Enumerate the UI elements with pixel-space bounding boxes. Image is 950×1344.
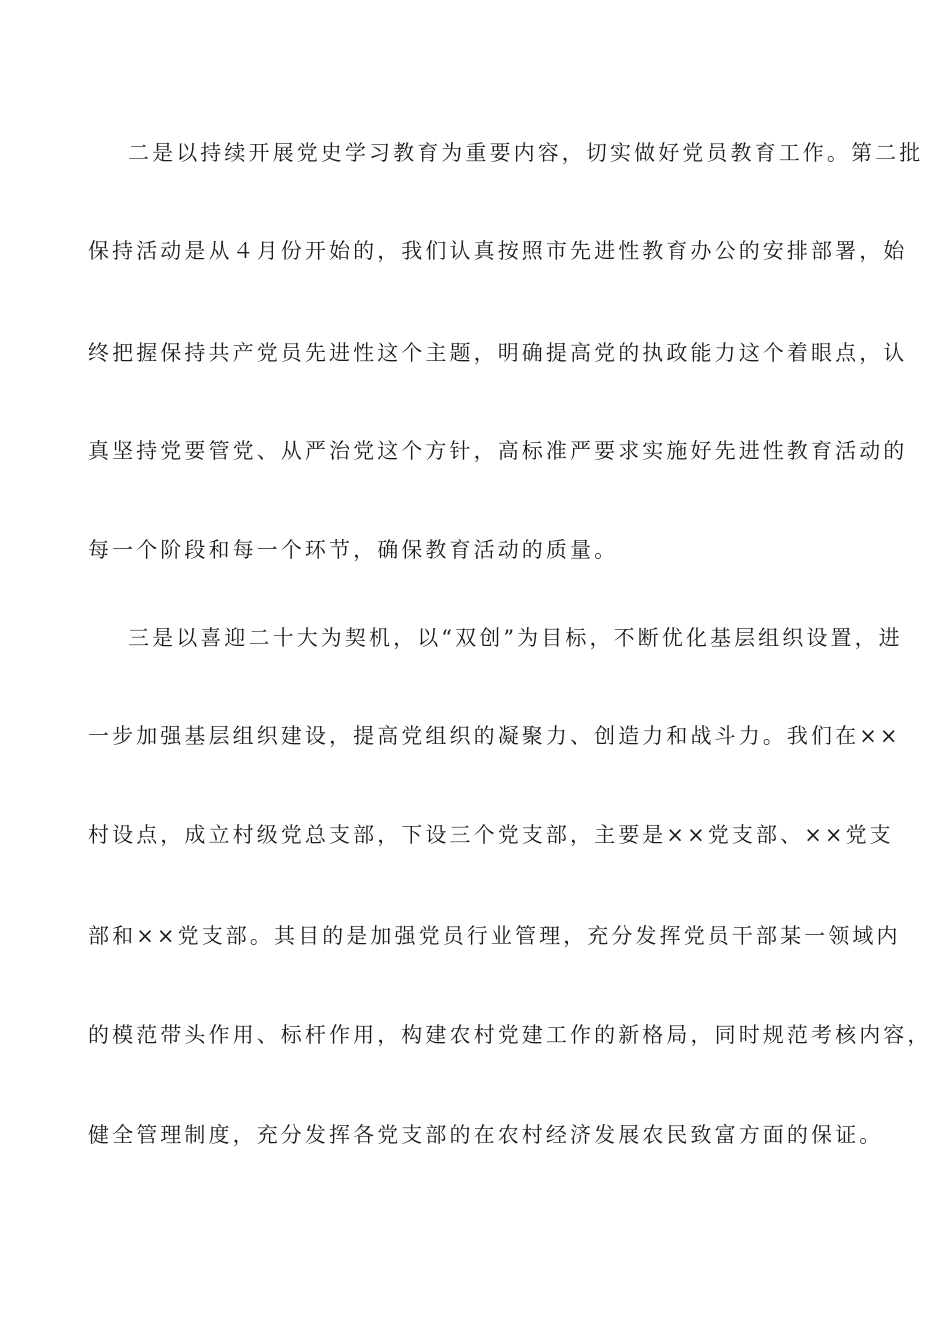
paragraph-1-line-3: 终把握保持共产党员先进性这个主题，明确提高党的执政能力这个着眼点，认 (88, 341, 908, 365)
paragraph-2-line-4: 部和××党支部。其目的是加强党员行业管理，充分发挥党员干部某一领域内 (88, 924, 901, 948)
paragraph-2-line-5: 的模范带头作用、标杆作用，构建农村党建工作的新格局，同时规范考核内容， (88, 1023, 932, 1047)
paragraph-2-line-3: 村设点，成立村级党总支部，下设三个党支部，主要是××党支部、××党支 (88, 823, 894, 847)
paragraph-1-line-4: 真坚持党要管党、从严治党这个方针，高标准严要求实施好先进性教育活动的 (88, 439, 908, 463)
paragraph-1-line-5: 每一个阶段和每一个环节，确保教育活动的质量。 (88, 538, 619, 562)
paragraph-1-line-2: 保持活动是从４月份开始的，我们认真按照市先进性教育办公的安排部署，始 (88, 239, 908, 263)
paragraph-1-line-1: 二是以持续开展党史学习教育为重要内容，切实做好党员教育工作。第二批 (128, 141, 924, 165)
paragraph-2-line-6: 健全管理制度，充分发挥各党支部的在农村经济发展农民致富方面的保证。 (88, 1123, 884, 1147)
paragraph-2-line-1: 三是以喜迎二十大为契机，以“双创”为目标，不断优化基层组织设置，进 (128, 626, 903, 650)
paragraph-2-line-2: 一步加强基层组织建设，提高党组织的凝聚力、创造力和战斗力。我们在×× (88, 724, 901, 748)
